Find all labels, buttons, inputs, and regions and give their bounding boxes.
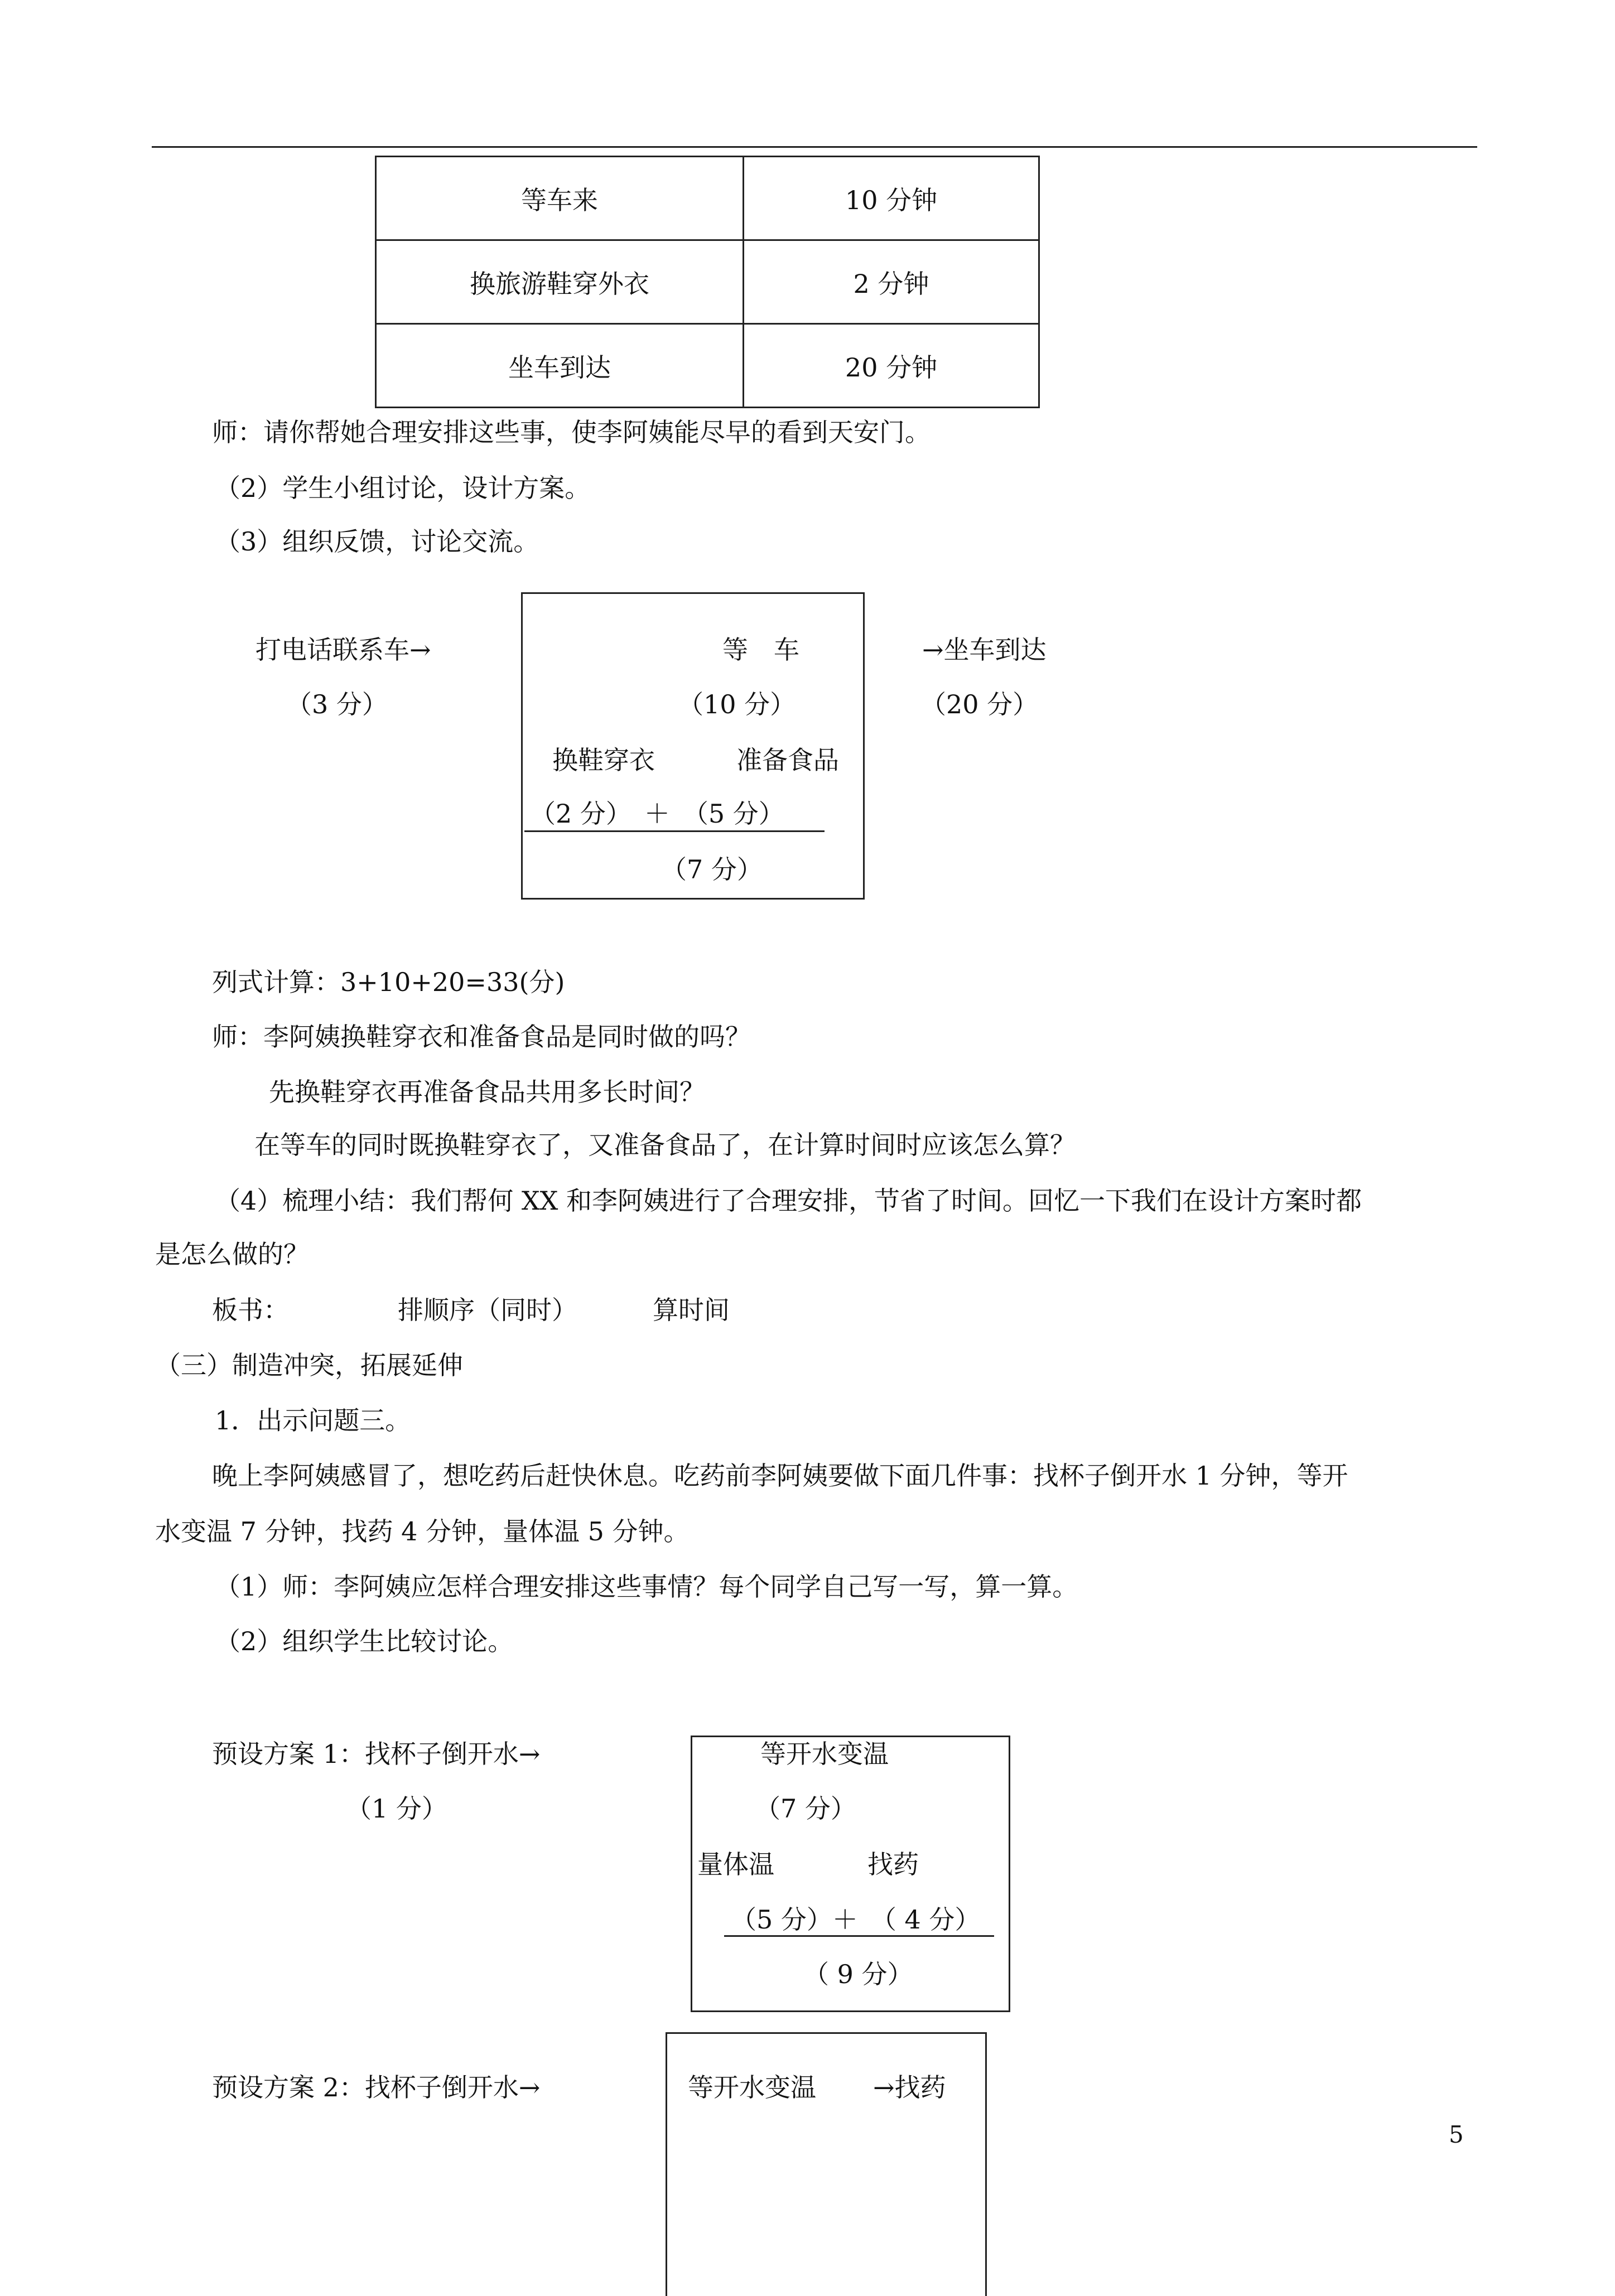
diagram1-box-top: 等 车 <box>722 635 799 665</box>
plan1-box-sum: （5 分）＋ （ 4 分） <box>731 1905 981 1935</box>
plan2-label: 预设方案 2：找杯子倒开水→ <box>212 2072 541 2102</box>
plan1-box-top-time: （7 分） <box>755 1794 856 1824</box>
step-1: （1）师：李阿姨应怎样合理安排这些事情？每个同学自己写一写，算一算。 <box>215 1572 1078 1602</box>
time-table <box>375 156 1040 408</box>
plan1-box-right: 找药 <box>867 1849 919 1879</box>
page-number: 5 <box>1449 2121 1464 2148</box>
table-cell-time: 20 分钟 <box>744 324 1039 408</box>
table-cell-task: 换旅游鞋穿外衣 <box>376 240 744 324</box>
header-rule <box>152 146 1477 148</box>
diagram1-box-top-time: （10 分） <box>678 689 796 719</box>
diagram1-box-sum: （2 分） ＋ （5 分） <box>530 799 784 829</box>
table-cell-task: 坐车到达 <box>376 324 744 408</box>
step-2: （2）组织学生比较讨论。 <box>215 1626 514 1656</box>
plan1-time: （1 分） <box>346 1794 447 1824</box>
table-cell-time: 2 分钟 <box>744 240 1039 324</box>
plan1-box-total: （ 9 分） <box>803 1959 913 1989</box>
plan2-box-text: 等开水变温 <box>688 2072 816 2102</box>
summary-line-2: 是怎么做的？ <box>155 1239 309 1269</box>
question-3: 在等车的同时既换鞋穿衣了，又准备食品了，在计算时间时应该怎么算？ <box>254 1130 1076 1160</box>
diagram1-box-total: （7 分） <box>661 854 763 884</box>
question-1: 师：李阿姨换鞋穿衣和准备食品是同时做的吗？ <box>212 1022 751 1052</box>
paragraph-step-3: （3）组织反馈，讨论交流。 <box>215 526 539 557</box>
table-row <box>376 324 1039 408</box>
board-label: 板书： <box>212 1295 289 1325</box>
calculation: 列式计算：3+10+20=33(分) <box>212 967 565 997</box>
plan1-box-top: 等开水变温 <box>760 1739 889 1769</box>
plan2-box-arrow: →找药 <box>873 2072 946 2102</box>
table-row <box>376 157 1039 240</box>
plan1-box-left: 量体温 <box>697 1849 774 1879</box>
diagram1-box-left: 换鞋穿衣 <box>552 745 655 775</box>
table-cell-task: 等车来 <box>376 157 744 240</box>
section-heading: （三）制造冲突，拓展延伸 <box>155 1350 463 1380</box>
question-2: 先换鞋穿衣再准备食品共用多长时间？ <box>269 1077 705 1107</box>
diagram1-left-task: 打电话联系车→ <box>255 635 431 665</box>
problem-line-1: 晚上李阿姨感冒了，想吃药后赶快休息。吃药前李阿姨要做下面几件事：找杯子倒开水 1 分钟，等开 <box>212 1461 1348 1491</box>
diagram1-right-time: （20 分） <box>920 689 1039 719</box>
diagram1-right-task: →坐车到达 <box>922 635 1047 665</box>
item-heading: 1．出示问题三。 <box>215 1405 411 1435</box>
table-row <box>376 240 1039 324</box>
diagram1-box-right: 准备食品 <box>736 745 839 775</box>
board-item-sequence: 排顺序（同时） <box>398 1295 577 1325</box>
problem-line-2: 水变温 7 分钟，找药 4 分钟，量体温 5 分钟。 <box>155 1516 690 1546</box>
summary-line-1: （4）梳理小结：我们帮何 XX 和李阿姨进行了合理安排，节省了时间。回忆一下我们在设计方案时都 <box>215 1186 1362 1216</box>
diagram1-sum-underline <box>524 830 825 832</box>
board-item-time: 算时间 <box>653 1295 730 1325</box>
plan2-box <box>666 2032 987 2296</box>
paragraph-teacher-prompt: 师：请你帮她合理安排这些事，使李阿姨能尽早的看到天安门。 <box>212 417 931 447</box>
plan1-label: 预设方案 1：找杯子倒开水→ <box>212 1739 541 1769</box>
diagram1-left-time: （3 分） <box>286 689 388 719</box>
paragraph-step-2: （2）学生小组讨论，设计方案。 <box>215 473 591 503</box>
table-cell-time: 10 分钟 <box>744 157 1039 240</box>
plan1-sum-underline <box>724 1935 994 1937</box>
